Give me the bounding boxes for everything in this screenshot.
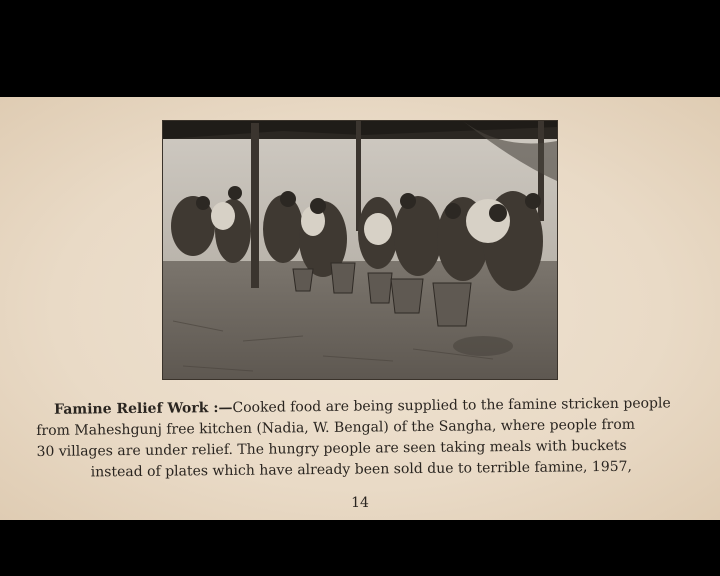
scanned-page — [0, 97, 720, 520]
photo-caption — [36, 393, 693, 484]
photograph-icon — [163, 121, 557, 379]
famine-relief-photograph — [162, 120, 558, 380]
caption-line-3: 30 villages are under relief. The hungry people are seen taking meals with buckets — [36, 437, 627, 460]
caption-line-2: from Maheshgunj free kitchen (Nadia, W. Bengal) of the Sangha, where people from — [36, 416, 636, 439]
caption-lead: Famine Relief Work :— — [54, 399, 233, 418]
caption-line-4: instead of plates which have already been sold due to terrible famine, 1957, — [90, 458, 633, 481]
caption-line-1-text: Cooked food are being supplied to the famine stricken people — [232, 395, 671, 416]
page-number: 14 — [351, 495, 369, 511]
